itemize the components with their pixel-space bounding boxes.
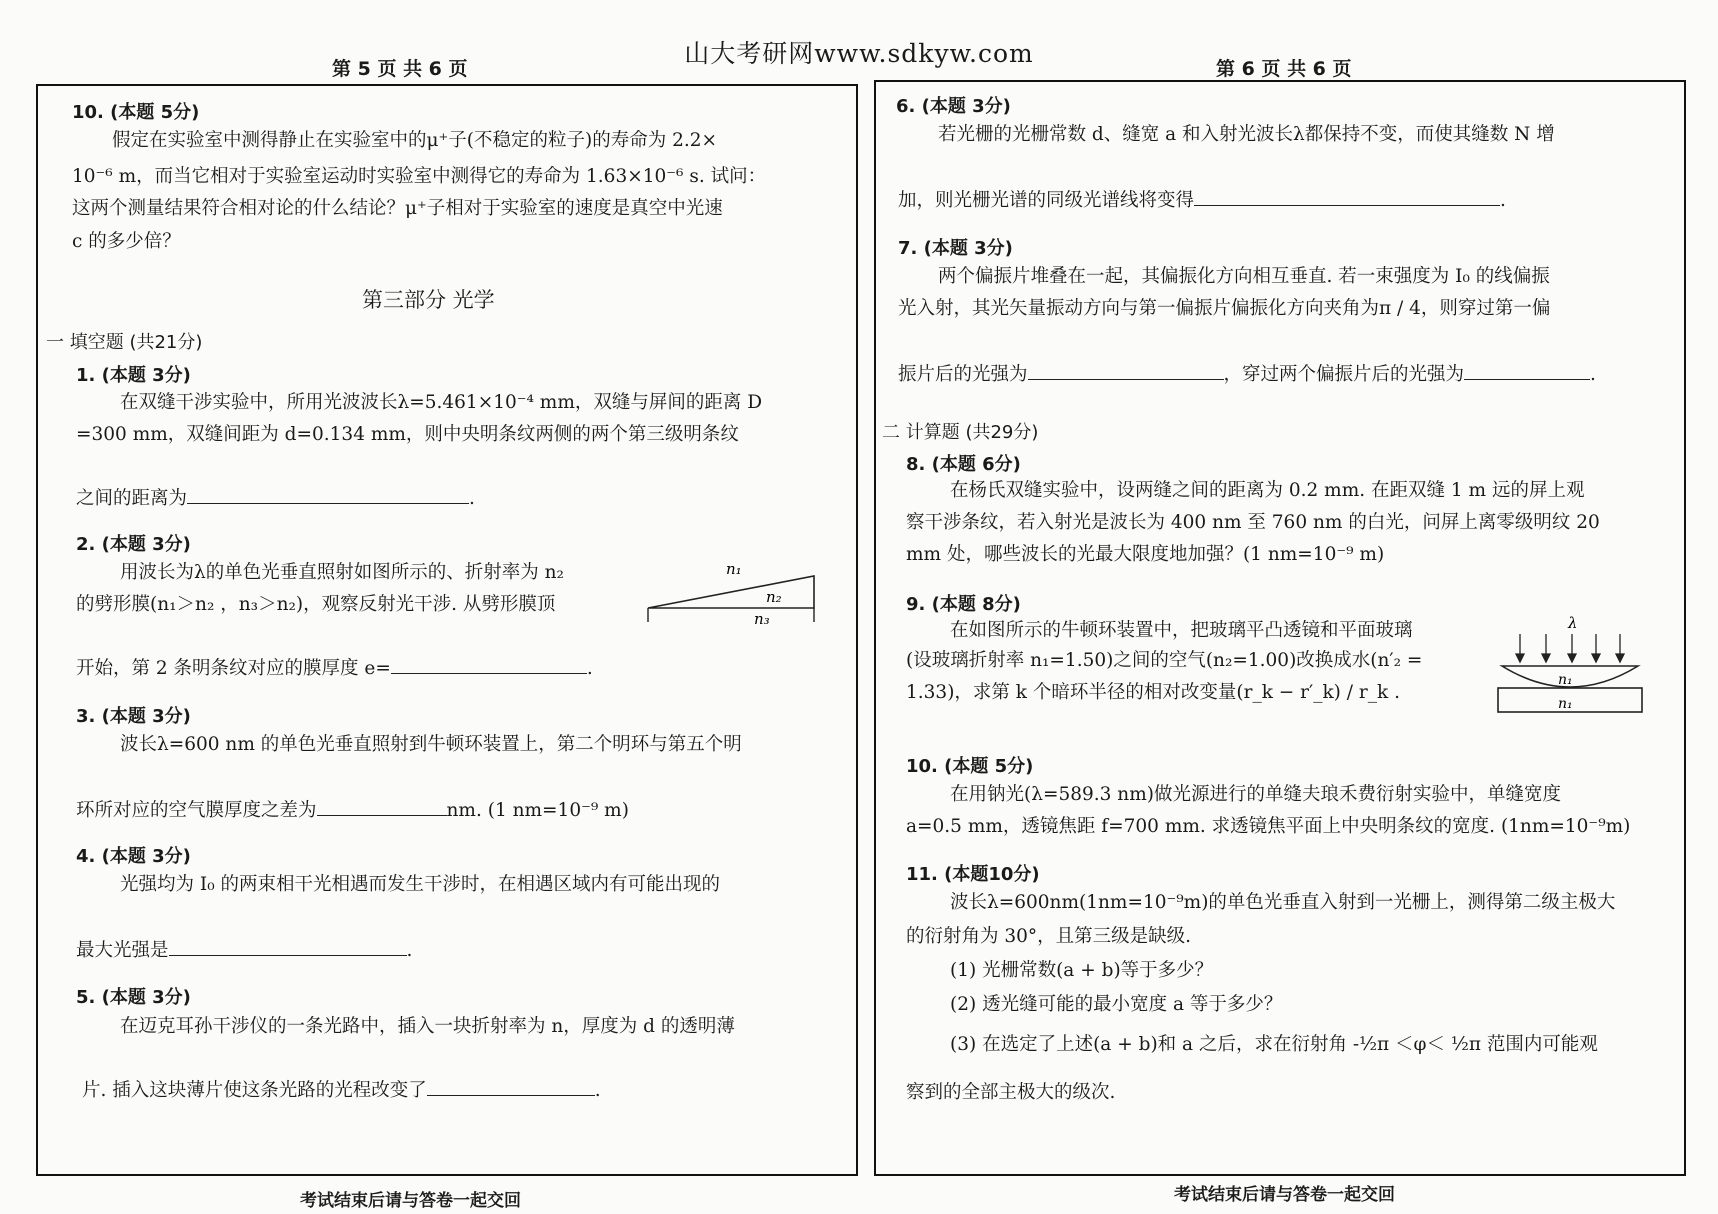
- q4-end: .: [406, 940, 413, 961]
- q2-answer-blank[interactable]: [391, 672, 587, 674]
- q2-end: .: [586, 658, 593, 679]
- q2-answer-line: [76, 654, 593, 680]
- q3-heading: 3. (本题 3分): [76, 706, 191, 727]
- q1-heading: 1. (本题 3分): [76, 365, 191, 386]
- q11-subquestion-2: (2) 透光缝可能的最小宽度 a 等于多少？: [950, 994, 1283, 1015]
- q3-answer-blank[interactable]: [317, 814, 447, 816]
- newton-lens-n1-label: n₁: [1558, 672, 1573, 688]
- q1-answer-blank[interactable]: [187, 502, 469, 504]
- section-fill-blank-title: 一 填空题 (共21分): [46, 332, 203, 353]
- q1-prompt: 之间的距离为: [76, 488, 188, 509]
- q7-prompt-b: ，穿过两个偏振片后的光强为: [1223, 364, 1465, 385]
- q5-end: .: [594, 1080, 601, 1101]
- q7-heading: 7. (本题 3分): [898, 238, 1013, 259]
- q4-prompt: 最大光强是: [76, 940, 169, 961]
- q1-line: 在双缝干涉实验中，所用光波波长λ=5.461×10⁻⁴ mm，双缝与屏间的距离 D: [120, 392, 763, 413]
- q2-line: 用波长为λ的单色光垂直照射如图所示的、折射率为 n₂: [120, 562, 564, 583]
- q4-answer-blank[interactable]: [169, 954, 407, 956]
- q8-heading: 8. (本题 6分): [906, 454, 1021, 475]
- q7-end: .: [1590, 364, 1596, 385]
- q11-subquestion-3: (3) 在选定了上述(a + b)和 a 之后，求在衍射角 -½π ＜φ＜ ½π 范围内可能观: [950, 1034, 1598, 1055]
- q9-line: 1.33)，求第 k 个暗环半径的相对改变量(r_k − r′_k) / r_k .: [906, 682, 1400, 703]
- part-title: 第三部分 光学: [362, 288, 495, 312]
- q3-answer-line: [76, 796, 629, 822]
- q8-line: 察干涉条纹，若入射光是波长为 400 nm 至 760 nm 的白光，问屏上离零级明纹 20: [906, 512, 1600, 533]
- q2-heading: 2. (本题 3分): [76, 534, 191, 555]
- q11-line: 波长λ=600nm(1nm=10⁻⁹m)的单色光垂直入射到一光栅上，测得第二级主极大: [950, 892, 1616, 913]
- q1-answer-line: [76, 484, 475, 510]
- left-page-number: 第 5 页 共 6 页: [332, 58, 468, 80]
- q8-line: 在杨氏双缝实验中，设两缝之间的距离为 0.2 mm. 在距双缝 1 m 远的屏上观: [950, 480, 1585, 501]
- wedge-film-diagram: [646, 556, 818, 628]
- q10-left-line: 10⁻⁶ m，而当它相对于实验室运动时实验室中测得它的寿命为 1.63×10⁻⁶ s. 试问：: [72, 166, 767, 187]
- q5-answer-blank[interactable]: [427, 1094, 595, 1096]
- q10-right-heading: 10. (本题 5分): [906, 756, 1034, 777]
- q7-line: 两个偏振片堆叠在一起，其偏振化方向相互垂直. 若一束强度为 I₀ 的线偏振: [938, 266, 1550, 287]
- q6-heading: 6. (本题 3分): [896, 96, 1011, 117]
- q1-line: =300 mm，双缝间距为 d=0.134 mm，则中央明条纹两侧的两个第三级明条纹: [76, 424, 739, 445]
- q6-end: .: [1500, 190, 1506, 211]
- q7-answer-line: [898, 360, 1596, 386]
- right-footer-note: 考试结束后请与答卷一起交回: [1174, 1185, 1395, 1205]
- q10-right-line: 在用钠光(λ=589.3 nm)做光源进行的单缝夫琅禾费衍射实验中，单缝宽度: [950, 784, 1561, 805]
- q2-line: 的劈形膜(n₁＞n₂ ，n₃＞n₂)，观察反射光干涉. 从劈形膜顶: [76, 594, 556, 615]
- q1-end: .: [469, 488, 475, 509]
- newton-plate-n1-label: n₁: [1558, 696, 1573, 712]
- q7-answer-blank-2[interactable]: [1464, 378, 1590, 380]
- q11-subquestion-1: (1) 光栅常数(a + b)等于多少？: [950, 960, 1214, 981]
- q7-answer-blank-1[interactable]: [1028, 378, 1224, 380]
- q9-heading: 9. (本题 8分): [906, 594, 1021, 615]
- wedge-n1-label: n₁: [726, 560, 742, 578]
- wedge-n3-label: n₃: [754, 610, 770, 628]
- section-calc-title: 二 计算题 (共29分): [882, 422, 1039, 443]
- q3-end: nm. (1 nm=10⁻⁹ m): [446, 800, 629, 821]
- q4-line: 光强均为 I₀ 的两束相干光相遇而发生干涉时，在相遇区域内有可能出现的: [120, 874, 720, 895]
- wedge-n2-label: n₂: [766, 588, 782, 606]
- newton-lambda-label: λ: [1568, 614, 1578, 632]
- q3-line: 波长λ=600 nm 的单色光垂直照射到牛顿环装置上，第二个明环与第五个明: [120, 734, 742, 755]
- site-watermark: 山大考研网www.sdkyw.com: [684, 39, 1034, 68]
- q6-line: 若光栅的光栅常数 d、缝宽 a 和入射光波长λ都保持不变，而使其缝数 N 增: [938, 124, 1555, 145]
- q10-left-line: 假定在实验室中测得静止在实验室中的μ⁺子(不稳定的粒子)的寿命为 2.2×: [112, 130, 718, 151]
- q8-line: mm 处，哪些波长的光最大限度地加强？(1 nm=10⁻⁹ m): [906, 544, 1385, 565]
- q10-left-heading: 10. (本题 5分): [72, 102, 200, 123]
- left-footer-note: 考试结束后请与答卷一起交回: [300, 1191, 521, 1211]
- q9-line: 在如图所示的牛顿环装置中，把玻璃平凸透镜和平面玻璃: [950, 620, 1413, 641]
- q4-answer-line: [76, 936, 412, 962]
- newton-ring-diagram: [1496, 612, 1656, 722]
- q5-heading: 5. (本题 3分): [76, 987, 191, 1008]
- q11-heading: 11. (本题10分): [906, 864, 1040, 885]
- q6-answer-line: [898, 186, 1506, 212]
- q2-prompt: 开始，第 2 条明条纹对应的膜厚度 e=: [76, 658, 391, 679]
- q6-prompt: 加，则光栅光谱的同级光谱线将变得: [898, 190, 1195, 211]
- right-page-number: 第 6 页 共 6 页: [1216, 58, 1352, 80]
- q6-answer-blank[interactable]: [1194, 204, 1500, 206]
- q5-answer-line: [82, 1076, 601, 1102]
- q7-prompt-a: 振片后的光强为: [898, 364, 1028, 385]
- q7-line: 光入射，其光矢量振动方向与第一偏振片偏振化方向夹角为π / 4，则穿过第一偏: [898, 298, 1551, 319]
- q10-right-line: a=0.5 mm，透镜焦距 f=700 mm. 求透镜焦平面上中央明条纹的宽度. (1nm=10⁻⁹m): [906, 816, 1631, 837]
- q5-prompt: 片. 插入这块薄片使这条光路的光程改变了: [82, 1080, 427, 1101]
- q10-left-line: c 的多少倍？: [72, 231, 181, 252]
- q3-prompt: 环所对应的空气膜厚度之差为: [76, 800, 317, 821]
- q9-line: (设玻璃折射率 n₁=1.50)之间的空气(n₂=1.00)改换成水(n′₂ =: [906, 650, 1423, 671]
- q10-left-line: 这两个测量结果符合相对论的什么结论？μ⁺子相对于实验室的速度是真空中光速: [72, 198, 723, 219]
- q4-heading: 4. (本题 3分): [76, 846, 191, 867]
- q11-line: 的衍射角为 30°，且第三级是缺级.: [906, 926, 1192, 947]
- q11-subquestion-3-cont: 察到的全部主极大的级次.: [906, 1082, 1116, 1103]
- q5-line: 在迈克耳孙干涉仪的一条光路中，插入一块折射率为 n，厚度为 d 的透明薄: [120, 1016, 735, 1037]
